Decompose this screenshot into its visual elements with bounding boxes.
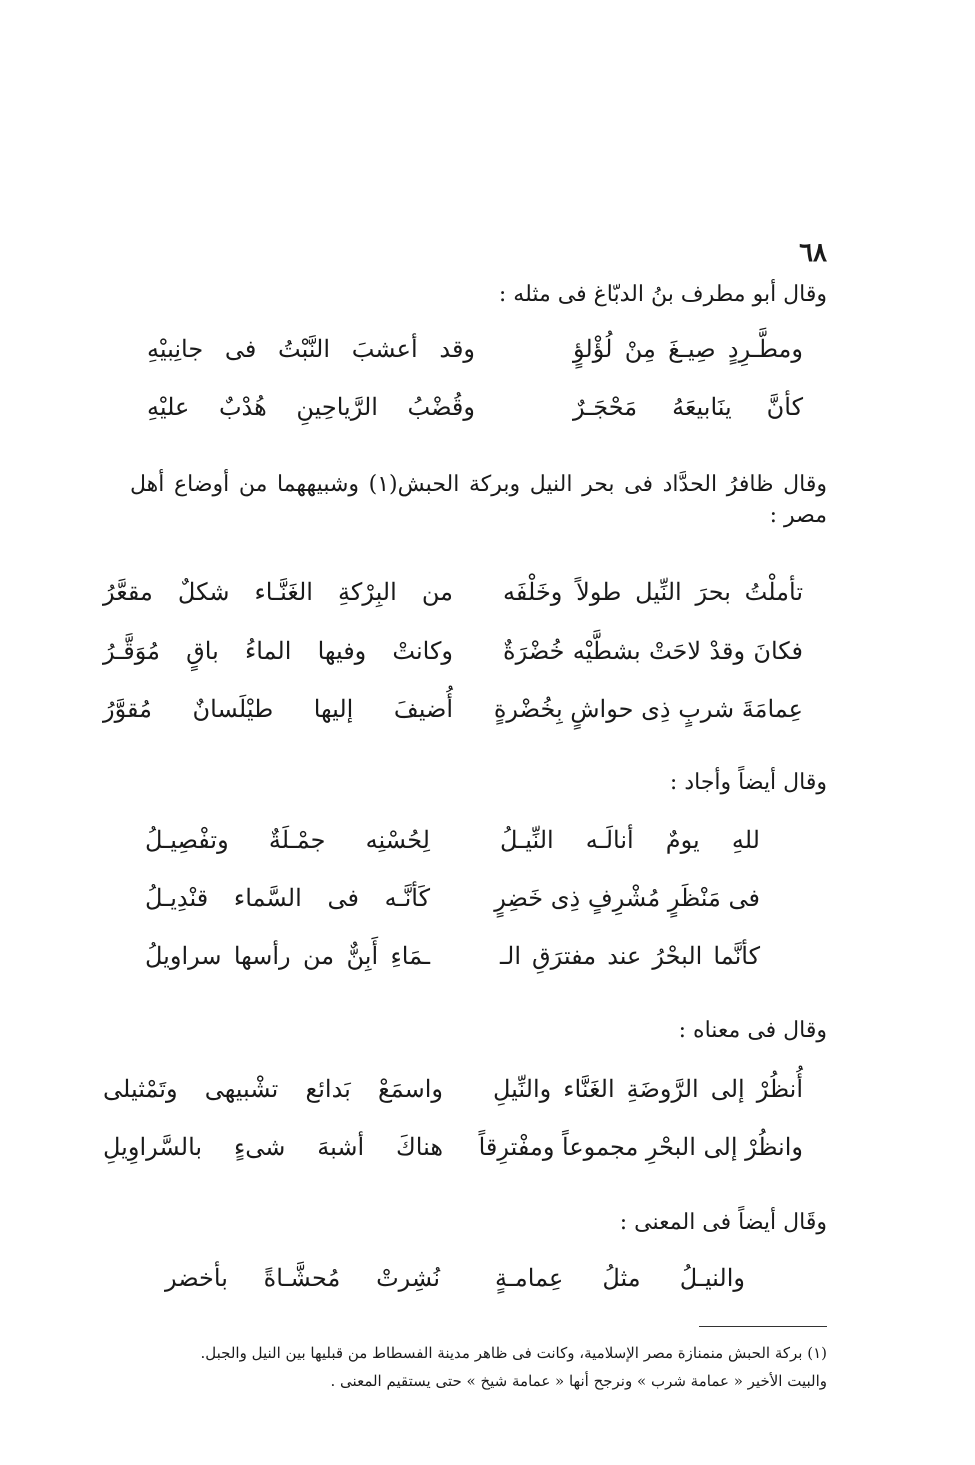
verse-line <box>165 1264 745 1304</box>
verse-second-hemistich: نُشِرتْ مُحشَّـاةً بأخضر <box>165 1264 440 1292</box>
verse-second-hemistich: هناكَ أشبهَ شىءٍ بالسَّراوِيلِ <box>103 1133 443 1161</box>
footnote-separator <box>699 1326 827 1327</box>
verse-line <box>103 1133 803 1173</box>
verse-first-hemistich: فكانَ وقدْ لاحَتْ بشطَّيْه خُضْرَةٌ <box>503 637 803 665</box>
verse-first-hemistich: ومطَّـرِدٍ صِيـغَ مِنْ لُؤْلؤٍ <box>573 335 803 363</box>
verse-first-hemistich: فى مَنْظَرٍ مُشْرِفٍ ذِى خَضِرٍ <box>494 884 760 912</box>
verse-line <box>103 695 803 735</box>
verse-second-hemistich: أُضيفَ إليها طيْلَسانٌ مُقوَّرُ <box>103 695 453 723</box>
verse-second-hemistich: ـمَاءِ أَبِنٌّ من رأسها سراويلُ <box>145 942 430 970</box>
section-intro: وقال فى معناه : <box>678 1018 827 1043</box>
verse-second-hemistich: وكانتْ وفيها الماءُ باقٍ مُوَقَّـرُ <box>103 637 453 665</box>
verse-first-hemistich: عِمامَةَ شربٍ ذِى حواشٍ بِخُضْرةٍ <box>493 695 803 723</box>
verse-line <box>103 637 803 677</box>
verse-first-hemistich: للهِ يومٌ أنالَـه النِّيـلُ <box>500 826 760 854</box>
verse-first-hemistich: تأملْتُ بحرَ النِّيل طولاً وخَلْفَه <box>503 578 803 606</box>
section-intro: وقال ظافرُ الحدَّاد فى بحر النيل وبركة الحبش(١) وشبيههما من أوضاع أهل مصر : <box>130 472 827 528</box>
verse-line <box>103 1075 803 1115</box>
verse-line <box>145 942 760 982</box>
verse-line <box>147 335 803 375</box>
section-intro: وقال أبو مطرف بنُ الدبّاغ فى مثله : <box>498 282 827 307</box>
verse-line <box>103 578 803 618</box>
verse-second-hemistich: من البِرْكةِ الغَنَّـاء شكلٌ مقعَّرُ <box>103 578 453 606</box>
footnote-line: (١) بركة الحبش منمنازة مصر الإسلامية، وكانت فى ظاهر مدينة الفسطاط من قبليها بين النيل والجبل. <box>200 1344 827 1362</box>
verse-second-hemistich: لِحُسْنِه جمْـلَةٌ وتفْصِيـلُ <box>145 826 430 854</box>
section-intro: وقَال أيضاً فى المعنى : <box>619 1210 827 1235</box>
verse-second-hemistich: وقد أعشبَ النَّبْتُ فى جانِبيْهِ <box>147 335 475 363</box>
verse-first-hemistich: كأنَّما البحْرُ عند مفترَقِ الـ <box>500 942 760 970</box>
verse-second-hemistich: واسمَعْ بَدائع تشْبيهى وتَمْثيلى <box>103 1075 443 1103</box>
verse-first-hemistich: وانظُرْ إلى البحْرِ مجموعاً ومفْترِقاً <box>478 1133 803 1161</box>
footnote-line: والبيت الأخير « عمامة شرب » ونرجح أنها « عمامة شيخ » حتى يستقيم المعنى . <box>330 1372 827 1390</box>
verse-first-hemistich: أُنظُرْ إلى الرَّوضَةِ الغَنَّاء والنِّيلِ <box>493 1075 803 1103</box>
verse-line <box>145 884 760 924</box>
verse-second-hemistich: كَأنَّـه فى السَّماء قنْدِيـلُ <box>145 884 430 912</box>
verse-first-hemistich: كأنَّ ينَابيعَهُ مَحْجَـرٌ <box>573 393 803 421</box>
verse-first-hemistich: والنيـلُ مثلُ عِمامـةٍ <box>495 1264 745 1292</box>
section-intro: وقال أيضاً وأجاد : <box>669 770 827 795</box>
verse-line <box>145 826 760 866</box>
page-number: ٦٨ <box>799 238 827 268</box>
verse-line <box>147 393 803 433</box>
verse-second-hemistich: وقُضْبُ الرَّياحِينِ هُدْبٌ عليْهِ <box>147 393 475 421</box>
